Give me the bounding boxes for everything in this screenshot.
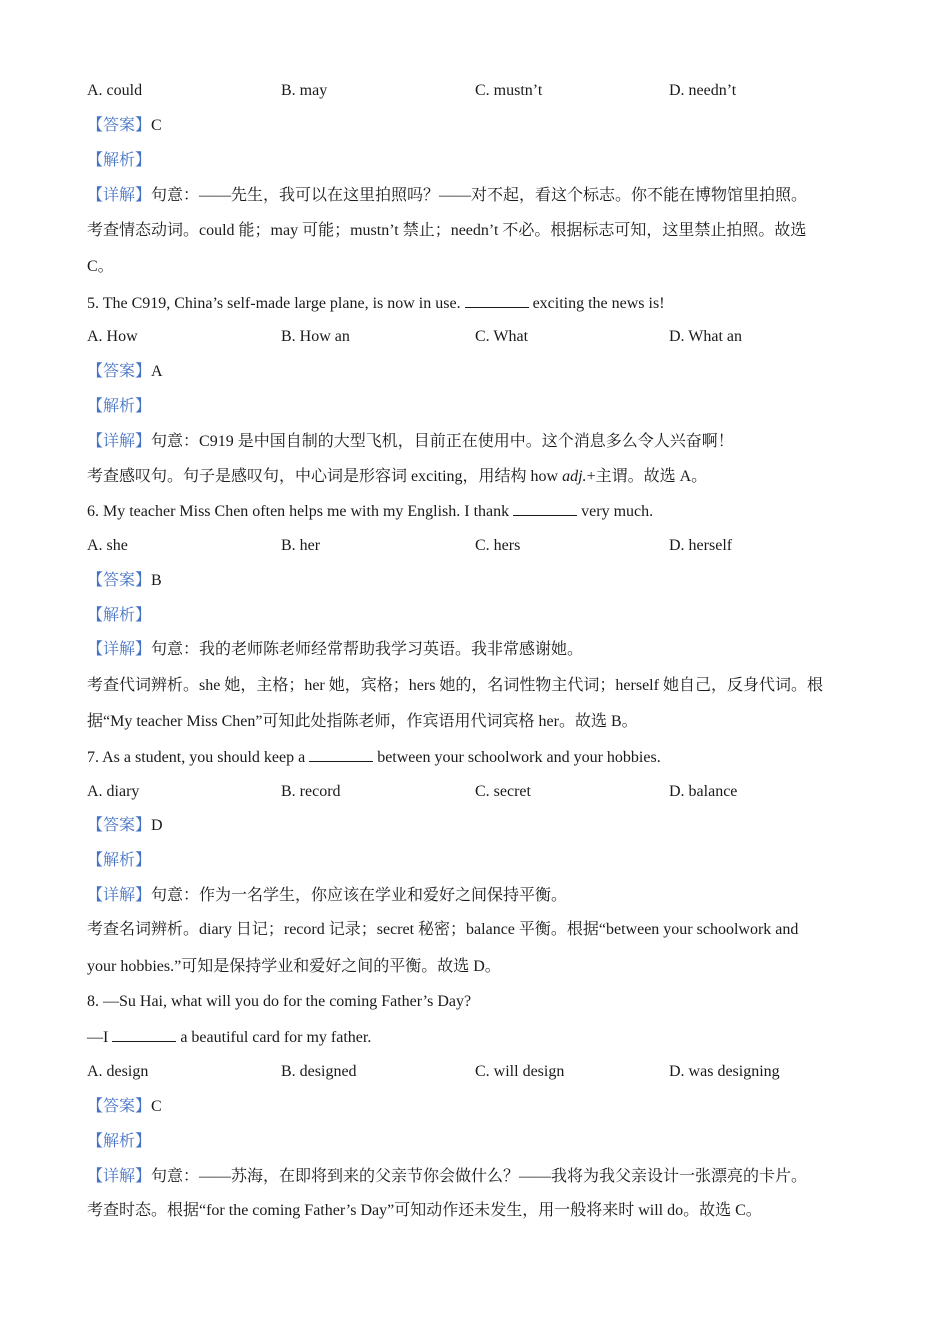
q8-option-b: B. designed: [281, 1063, 357, 1080]
q7-option-a: A. diary: [87, 783, 140, 800]
q4-detail-1: [87, 186, 807, 206]
q8-analysis: [87, 1132, 151, 1152]
q5-detail-1-text: 句意：C919 是中国自制的大型飞机，目前正在使用中。这个消息多么令人兴奋啊！: [151, 433, 734, 450]
q5-stem-a: 5. The C919, China’s self-made large plane, is now in use.: [87, 295, 461, 312]
q7-option-b: B. record: [281, 783, 341, 800]
q5-options: [87, 327, 887, 347]
q8-answer: [87, 1097, 162, 1117]
q8-detail-1: [87, 1167, 807, 1187]
q4-answer: [87, 116, 162, 136]
q6-answer-value: B: [151, 572, 162, 589]
q7-detail-3: your hobbies.”可知是保持学业和爱好之间的平衡。故选 D。: [87, 958, 501, 975]
q8-option-a: A. design: [87, 1063, 149, 1080]
analysis-tag: 【解析】: [87, 1133, 152, 1150]
detail-tag: 【详解】: [87, 1168, 152, 1185]
q7-detail-1-text: 句意：作为一名学生，你应该在学业和爱好之间保持平衡。: [151, 887, 568, 904]
q4-detail-1-text: 句意：——先生，我可以在这里拍照吗？——对不起，看这个标志。你不能在博物馆里拍照。: [151, 187, 808, 204]
q5-detail-2: [87, 467, 707, 487]
q7-detail-1: [87, 886, 567, 906]
answer-tag: 【答案】: [87, 117, 152, 134]
q4-option-c: C. mustn’t: [475, 82, 543, 99]
detail-tag: 【详解】: [87, 887, 152, 904]
q6-option-b: B. her: [281, 537, 321, 554]
q5-answer: [87, 362, 163, 382]
q6-stem: [87, 501, 653, 522]
q5-blank: [465, 293, 529, 308]
q8-stem-2: [87, 1027, 371, 1048]
q7-stem: [87, 747, 661, 768]
q6-detail-1: [87, 640, 583, 660]
answer-tag: 【答案】: [87, 1098, 152, 1115]
q8-options: [87, 1062, 887, 1082]
q5-option-d: D. What an: [669, 328, 743, 345]
q5-detail-1: [87, 432, 734, 452]
q6-stem-a: 6. My teacher Miss Chen often helps me with my English. I thank: [87, 503, 510, 520]
q5-option-c: C. What: [475, 328, 529, 345]
q5-stem: [87, 293, 665, 314]
answer-tag: 【答案】: [87, 572, 152, 589]
answer-tag: 【答案】: [87, 817, 152, 834]
q5-analysis: [87, 397, 151, 417]
q6-answer: [87, 571, 162, 591]
q5-stem-b: exciting the news is!: [532, 295, 665, 312]
q7-stem-b: between your schoolwork and your hobbies.: [377, 749, 661, 766]
q8-detail-2: 考查时态。根据“for the coming Father’s Day”可知动作还未发生，用一般将来时 will do。故选 C。: [87, 1202, 762, 1219]
q8-answer-value: C: [151, 1098, 162, 1115]
q6-options: [87, 536, 887, 556]
q6-option-a: A. she: [87, 537, 128, 554]
q4-detail-3: C。: [87, 258, 114, 275]
q6-blank: [513, 501, 577, 516]
answer-tag: 【答案】: [87, 363, 152, 380]
q6-option-c: C. hers: [475, 537, 521, 554]
q7-options: [87, 782, 887, 802]
q5-option-b: B. How an: [281, 328, 350, 345]
q4-detail-2: 考查情态动词。could 能；may 可能；mustn’t 禁止；needn’t 不必。根据标志可知，这里禁止拍照。故选: [87, 222, 807, 239]
q5-answer-value: A: [151, 363, 163, 380]
q6-analysis: [87, 606, 151, 626]
q7-analysis: [87, 851, 151, 871]
q7-answer: [87, 816, 163, 836]
q4-options: [87, 81, 887, 101]
q6-detail-1-text: 句意：我的老师陈老师经常帮助我学习英语。我非常感谢她。: [151, 641, 584, 658]
q7-stem-a: 7. As a student, you should keep a: [87, 749, 306, 766]
q6-detail-2: 考查代词辨析。she 她，主格；her 她，宾格；hers 她的，名词性物主代词；herself 她自己，反身代词。根: [87, 677, 823, 694]
q7-answer-value: D: [151, 817, 163, 834]
q4-option-d: D. needn’t: [669, 82, 737, 99]
q6-stem-b: very much.: [581, 503, 654, 520]
analysis-tag: 【解析】: [87, 607, 152, 624]
q4-analysis: [87, 151, 151, 171]
q5-detail-2b: adj.: [562, 468, 587, 485]
q4-option-a: A. could: [87, 82, 143, 99]
q7-option-d: D. balance: [669, 783, 738, 800]
analysis-tag: 【解析】: [87, 152, 152, 169]
analysis-tag: 【解析】: [87, 398, 152, 415]
q5-detail-2c: +主谓。故选 A。: [586, 468, 708, 485]
q7-detail-2: 考查名词辨析。diary 日记；record 记录；secret 秘密；balance 平衡。根据“between your schoolwork and: [87, 921, 799, 938]
q8-stem-1: 8. —Su Hai, what will you do for the coming Father’s Day?: [87, 993, 472, 1010]
detail-tag: 【详解】: [87, 433, 152, 450]
q6-detail-3: 据“My teacher Miss Chen”可知此处指陈老师，作宾语用代词宾格 her。故选 B。: [87, 713, 638, 730]
q8-option-c: C. will design: [475, 1063, 565, 1080]
q5-detail-2a: 考查感叹句。句子是感叹句，中心词是形容词 exciting，用结构 how: [87, 468, 559, 485]
q8-option-d: D. was designing: [669, 1063, 780, 1080]
q8-stem-2b: a beautiful card for my father.: [180, 1029, 372, 1046]
q8-stem-2a: —I: [87, 1029, 109, 1046]
analysis-tag: 【解析】: [87, 852, 152, 869]
q4-answer-value: C: [151, 117, 162, 134]
detail-tag: 【详解】: [87, 187, 152, 204]
q5-option-a: A. How: [87, 328, 138, 345]
q6-option-d: D. herself: [669, 537, 733, 554]
q8-detail-1-text: 句意：——苏海，在即将到来的父亲节你会做什么？——我将为我父亲设计一张漂亮的卡片。: [151, 1168, 808, 1185]
q7-blank: [309, 747, 373, 762]
q7-option-c: C. secret: [475, 783, 531, 800]
detail-tag: 【详解】: [87, 641, 152, 658]
q4-option-b: B. may: [281, 82, 328, 99]
q8-blank: [112, 1027, 176, 1042]
